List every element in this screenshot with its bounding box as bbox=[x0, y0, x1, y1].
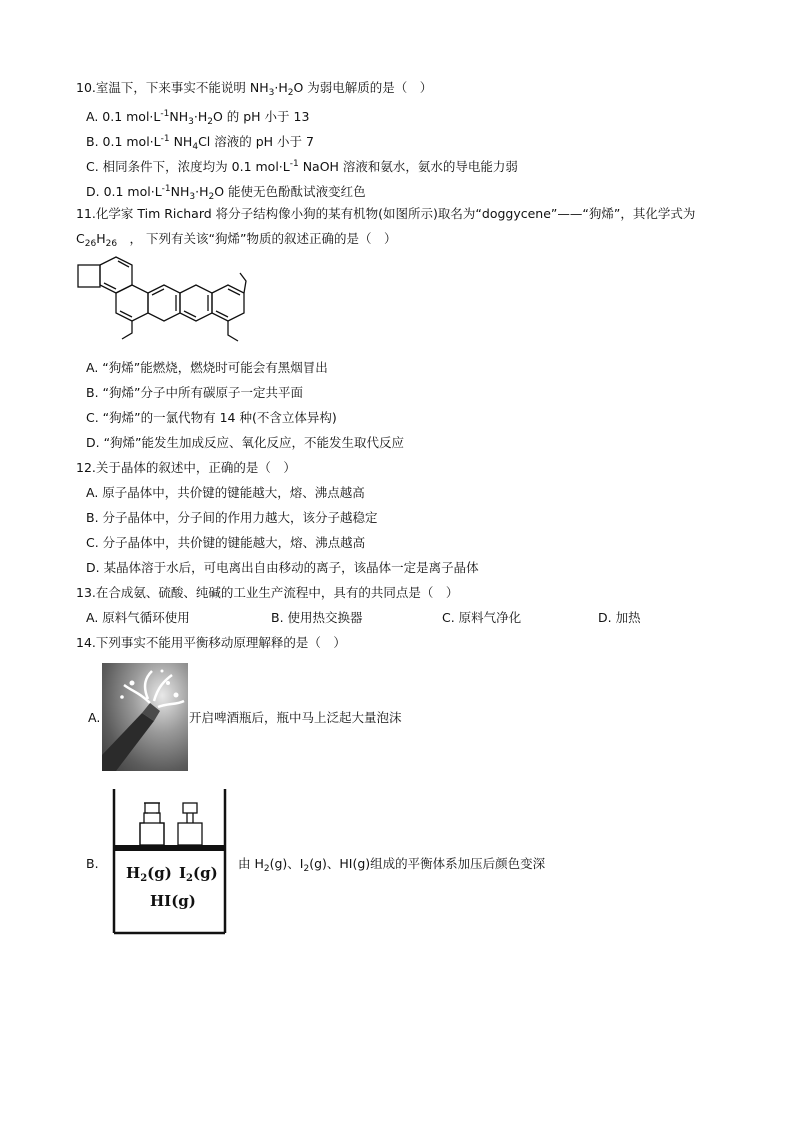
q14-option-b-label: B. bbox=[86, 856, 99, 871]
gas-cylinder-diagram bbox=[112, 789, 228, 935]
q12-option-d: D. 某晶体溶于水后，可电离出自由移动的离子，该晶体一定是离子晶体 bbox=[86, 560, 479, 575]
q10-stem: 10.室温下，下来事实不能说明 $NH_3\cdot H_2O$ 为弱电解质的是（ ） bbox=[76, 80, 433, 98]
q10-option-c: C. 相同条件下，浓度均为 0.1 $mol\cdot L^{-1}$ NaOH 溶液和氨水，氨水的导电能力弱 bbox=[86, 159, 518, 174]
q13-option-a: A. 原料气循环使用 bbox=[86, 610, 190, 625]
q11-option-d: D. “狗烯”能发生加成反应、氧化反应，不能发生取代反应 bbox=[86, 435, 405, 450]
doggycene-structure bbox=[74, 255, 254, 351]
q11-stem-line1: 11.化学家 Tim Richard 将分子结构像小狗的某有机物(如图所示)取名为“doggycene”——“狗烯”，其化学式为 bbox=[76, 206, 696, 221]
q12-option-a: A. 原子晶体中，共价键的键能越大，熔、沸点越高 bbox=[86, 485, 365, 500]
q11-option-b: B. “狗烯”分子中所有碳原子一定共平面 bbox=[86, 385, 303, 400]
q14-stem: 14.下列事实不能用平衡移动原理解释的是（ ） bbox=[76, 635, 346, 650]
q12-option-c: C. 分子晶体中，共价键的键能越大，熔、沸点越高 bbox=[86, 535, 366, 550]
q14-option-a-text: 开启啤酒瓶后，瓶中马上泛起大量泡沫 bbox=[189, 710, 402, 725]
q11-option-a: A. “狗烯”能燃烧，燃烧时可能会有黑烟冒出 bbox=[86, 360, 328, 375]
beer-bottle-photo bbox=[102, 663, 188, 771]
q10-option-a: A. 0.1 $mol\cdot L^{-1}NH_3\cdot H_2O$ 的 pH 小于 13 bbox=[86, 109, 310, 127]
beaker-label-i2: $I_2(g)$ bbox=[179, 864, 218, 884]
q11-stem-line2: $C_{26}H_{26}$ ， 下列有关该“狗烯”物质的叙述正确的是（ ） bbox=[76, 231, 397, 249]
q13-option-c: C. 原料气净化 bbox=[442, 610, 522, 625]
q13-stem: 13.在合成氨、硫酸、纯碱的工业生产流程中，具有的共同点是（ ） bbox=[76, 585, 459, 600]
q13-option-d: D. 加热 bbox=[598, 610, 641, 625]
q12-stem: 12.关于晶体的叙述中，正确的是（ ） bbox=[76, 460, 296, 475]
q11-option-c: C. “狗烯”的一氯代物有 14 种(不含立体异构) bbox=[86, 410, 337, 425]
q14-option-a-label: A. bbox=[88, 710, 101, 725]
beaker-label-h2: $H_2(g)$ bbox=[126, 864, 172, 884]
q14-option-b-text: 由 $H_2(g)$、$I_2(g)$、HI(g)组成的平衡体系加压后颜色变深 bbox=[238, 856, 546, 874]
q12-option-b: B. 分子晶体中，分子间的作用力越大，该分子越稳定 bbox=[86, 510, 378, 525]
q13-option-b: B. 使用热交换器 bbox=[271, 610, 363, 625]
q10-option-d: D. 0.1 $mol\cdot L^{-1}NH_3\cdot H_2O$ 能使无色酚酞试液变红色 bbox=[86, 184, 366, 202]
q10-option-b: B. 0.1 $mol\cdot L^{-1}$ $NH_4Cl$ 溶液的 pH 小于 7 bbox=[86, 134, 314, 152]
beaker-label-hi: HI(g) bbox=[150, 892, 196, 910]
